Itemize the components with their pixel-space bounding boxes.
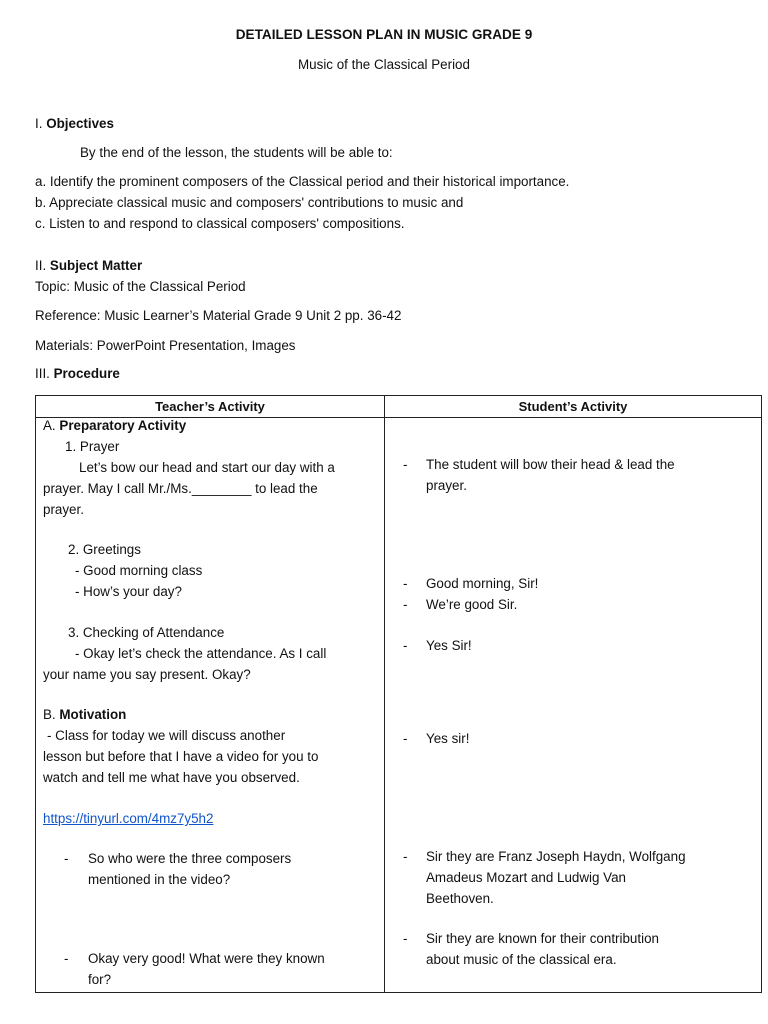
subject-matter-title: Subject Matter (49, 258, 143, 273)
table-header-row (36, 396, 762, 418)
bullet-dash: - (403, 457, 408, 472)
section-b-letter: B. (43, 707, 56, 722)
response-1-line-2: prayer. (426, 478, 467, 493)
subject-matter-heading (35, 258, 142, 273)
prayer-line-2: prayer. May I call Mr./Ms.________ to lead the (43, 481, 318, 496)
motivation-line-3: watch and tell me what have you observed. (43, 770, 300, 785)
procedure-title: Procedure (53, 366, 120, 381)
bullet-dash: - (403, 931, 408, 946)
document-subtitle: Music of the Classical Period (298, 57, 470, 72)
procedure-heading (35, 366, 120, 381)
attendance-line-1: - Okay let’s check the attendance. As I call (75, 646, 327, 661)
objective-item-a: a. Identify the prominent composers of the Classical period and their historical importance. (35, 174, 570, 189)
response-2: Good morning, Sir! (426, 576, 539, 591)
response-5: Yes sir! (426, 731, 470, 746)
procedure-number: III. (35, 366, 50, 381)
objective-item-c: c. Listen to and respond to classical composers' compositions. (35, 216, 405, 231)
question-1-line-1: So who were the three composers (88, 851, 292, 866)
section-b-heading (43, 707, 126, 722)
prayer-title: 1. Prayer (65, 439, 120, 454)
materials-line: Materials: PowerPoint Presentation, Images (35, 338, 296, 353)
bullet-dash: - (403, 638, 408, 653)
bullet-dash: - (64, 851, 69, 866)
response-6-line-1: Sir they are Franz Joseph Haydn, Wolfgang (426, 849, 686, 864)
greetings-title: 2. Greetings (68, 542, 141, 557)
response-1-line-1: The student will bow their head & lead the (426, 457, 675, 472)
response-4: Yes Sir! (426, 638, 472, 653)
procedure-table (35, 395, 762, 993)
section-a-title: Preparatory Activity (59, 418, 187, 433)
greetings-line-1: - Good morning class (75, 563, 203, 578)
objective-item-b: b. Appreciate classical music and composers' contributions to music and (35, 195, 464, 210)
objectives-number: I. (35, 116, 43, 131)
table-body-row (36, 418, 762, 993)
bullet-dash: - (403, 731, 408, 746)
objectives-title: Objectives (46, 116, 114, 131)
section-b-title: Motivation (59, 707, 127, 722)
response-6-line-2: Amadeus Mozart and Ludwig Van (426, 870, 626, 885)
question-2-line-1: Okay very good! What were they known (88, 951, 325, 966)
reference-line: Reference: Music Learner’s Material Grade 9 Unit 2 pp. 36-42 (35, 308, 402, 323)
prayer-line-1: Let’s bow our head and start our day with a (79, 460, 335, 475)
student-activity-header: Student’s Activity (385, 396, 762, 418)
response-3: We’re good Sir. (426, 597, 518, 612)
topic-line: Topic: Music of the Classical Period (35, 279, 246, 294)
video-link[interactable]: https://tinyurl.com/4mz7y5h2 (43, 811, 214, 826)
attendance-title: 3. Checking of Attendance (68, 625, 225, 640)
motivation-line-2: lesson but before that I have a video for you to (43, 749, 319, 764)
subject-matter-number: II. (35, 258, 47, 273)
section-a-heading (43, 418, 186, 433)
section-a-letter: A. (43, 418, 56, 433)
motivation-line-1: - Class for today we will discuss another (47, 728, 286, 743)
question-2-line-2: for? (88, 972, 112, 987)
bullet-dash: - (403, 597, 408, 612)
objectives-heading (35, 116, 114, 131)
response-6-line-3: Beethoven. (426, 891, 494, 906)
teacher-activity-header: Teacher’s Activity (36, 396, 385, 418)
attendance-line-2: your name you say present. Okay? (43, 667, 251, 682)
document-title: DETAILED LESSON PLAN IN MUSIC GRADE 9 (235, 27, 533, 42)
question-1-line-2: mentioned in the video? (88, 872, 231, 887)
objectives-intro: By the end of the lesson, the students will be able to: (80, 145, 393, 160)
teacher-activity-cell (36, 418, 385, 993)
response-7-line-1: Sir they are known for their contribution (426, 931, 659, 946)
bullet-dash: - (403, 576, 408, 591)
bullet-dash: - (64, 951, 69, 966)
greetings-line-2: - How’s your day? (75, 584, 182, 599)
prayer-line-3: prayer. (43, 502, 84, 517)
bullet-dash: - (403, 849, 408, 864)
response-7-line-2: about music of the classical era. (426, 952, 617, 967)
student-activity-cell (385, 418, 762, 993)
